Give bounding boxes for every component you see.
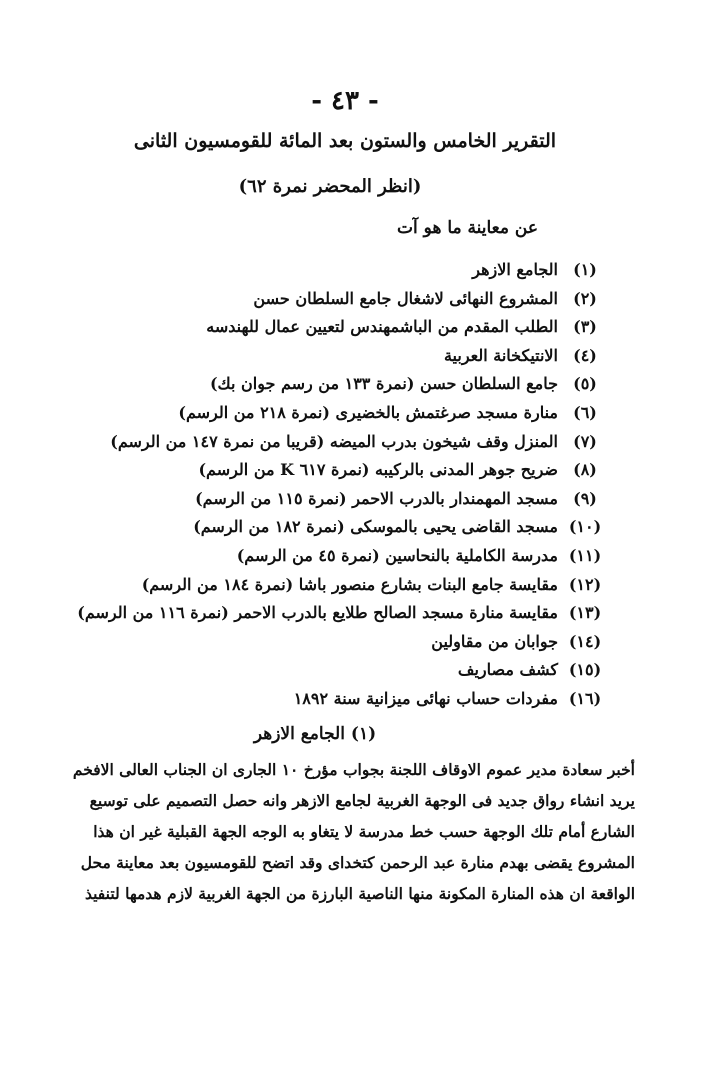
item-text: الجامع الازهر	[472, 260, 558, 279]
list-item	[77, 656, 602, 685]
item-text: الطلب المقدم من الباشمهندس لتعيين عمال للهندسه	[206, 317, 558, 337]
item-text: جوابان من مقاولين	[431, 631, 558, 651]
item-text: مقايسة جامع البنات بشارع منصور باشا (نمرة ١٨٤ من الرسم)	[141, 574, 558, 594]
item-number: (١٥)	[568, 660, 602, 680]
item-number: (١)	[573, 260, 597, 279]
page-number: - ٤٣ -	[311, 86, 379, 116]
agenda-list	[77, 256, 602, 714]
item-number: (١١)	[568, 545, 602, 565]
item-text: مسجد المهمندار بالدرب الاحمر (نمرة ١١٥ من الرسم)	[195, 488, 558, 508]
list-item	[77, 399, 602, 428]
list-item	[77, 285, 602, 314]
list-item	[77, 313, 602, 342]
list-item	[77, 370, 602, 399]
item-number: (١٢)	[568, 574, 602, 594]
item-number: (٢)	[573, 288, 597, 308]
list-item	[77, 571, 602, 600]
item-number: (٧)	[573, 431, 597, 451]
item-number: (٥)	[573, 374, 597, 394]
item-text: كشف مصاريف	[457, 660, 558, 680]
list-item	[77, 428, 602, 457]
item-number: (١٣)	[568, 603, 602, 623]
item-number: (٤)	[573, 345, 597, 365]
paragraph-line: أخبر سعادة مدير عموم الاوقاف اللجنة بجواب مؤرخ ١٠ الجارى ان الجناب العالى الافخم	[72, 760, 635, 779]
item-number: (٨)	[573, 460, 597, 480]
list-item	[77, 485, 602, 514]
item-number: (١٤)	[568, 631, 602, 651]
body-paragraph	[72, 754, 635, 909]
list-item	[77, 513, 602, 542]
item-number: (١٠)	[568, 517, 602, 537]
list-item	[77, 456, 602, 485]
item-number: (١٦)	[568, 688, 602, 708]
list-item	[77, 542, 602, 571]
item-text: مفردات حساب نهائى ميزانية سنة ١٨٩٢	[293, 688, 558, 708]
item-text: الانتيكخانة العربية	[443, 345, 558, 365]
list-item	[77, 685, 602, 714]
item-text: منارة مسجد صرغتمش بالخضيرى (نمرة ٢١٨ من الرسم)	[178, 402, 558, 422]
intro-line: عن معاينة ما هو آت	[397, 218, 538, 238]
item-text: المنزل وقف شيخون بدرب الميضه (قريبا من نمرة ١٤٧ من الرسم)	[110, 431, 558, 451]
section-heading: (١) الجامع الازهر	[253, 724, 377, 744]
list-item	[77, 256, 602, 285]
item-number: (٩)	[573, 488, 597, 508]
item-number: (٣)	[573, 317, 597, 337]
minutes-reference: (انظر المحضر نمرة ٦٢)	[238, 176, 422, 197]
item-text: مسجد القاضى يحيى بالموسكى (نمرة ١٨٢ من الرسم)	[193, 517, 558, 537]
paragraph-line: الشارع أمام تلك الوجهة حسب خط مدرسة لا يتغاو به الوجه الجهة القبلية غير ان هذا	[93, 822, 635, 841]
item-text: جامع السلطان حسن (نمرة ١٣٣ من رسم جوان بك)	[209, 374, 558, 394]
item-number: (٦)	[573, 402, 597, 422]
paragraph-line: المشروع يقضى بهدم منارة عبد الرحمن كتخداى وقد اتضح للقومسيون بعد معاينة محل	[80, 853, 635, 872]
item-text: ضريح جوهر المدنى بالركيبه (نمرة ٦١٧ K من الرسم)	[198, 460, 558, 480]
item-text: مقايسة منارة مسجد الصالح طلايع بالدرب الاحمر (نمرة ١١٦ من الرسم)	[77, 603, 558, 623]
report-title: التقرير الخامس والستون بعد المائة للقومسيون الثانى	[133, 130, 557, 152]
paragraph-line: الواقعة ان هذه المنارة المكونة منها الناصية البارزة من الجهة الغربية لازم هدمها لتنفيذ	[84, 884, 635, 903]
list-item	[77, 342, 602, 371]
list-item	[77, 628, 602, 657]
list-item	[77, 599, 602, 628]
item-text: مدرسة الكاملية بالنحاسين (نمرة ٤٥ من الرسم)	[236, 545, 558, 565]
paragraph-line: يريد انشاء رواق جديد فى الوجهة الغربية لجامع الازهر وانه حصل التصميم على توسيع	[89, 791, 635, 810]
item-text: المشروع النهائى لاشغال جامع السلطان حسن	[253, 288, 558, 308]
